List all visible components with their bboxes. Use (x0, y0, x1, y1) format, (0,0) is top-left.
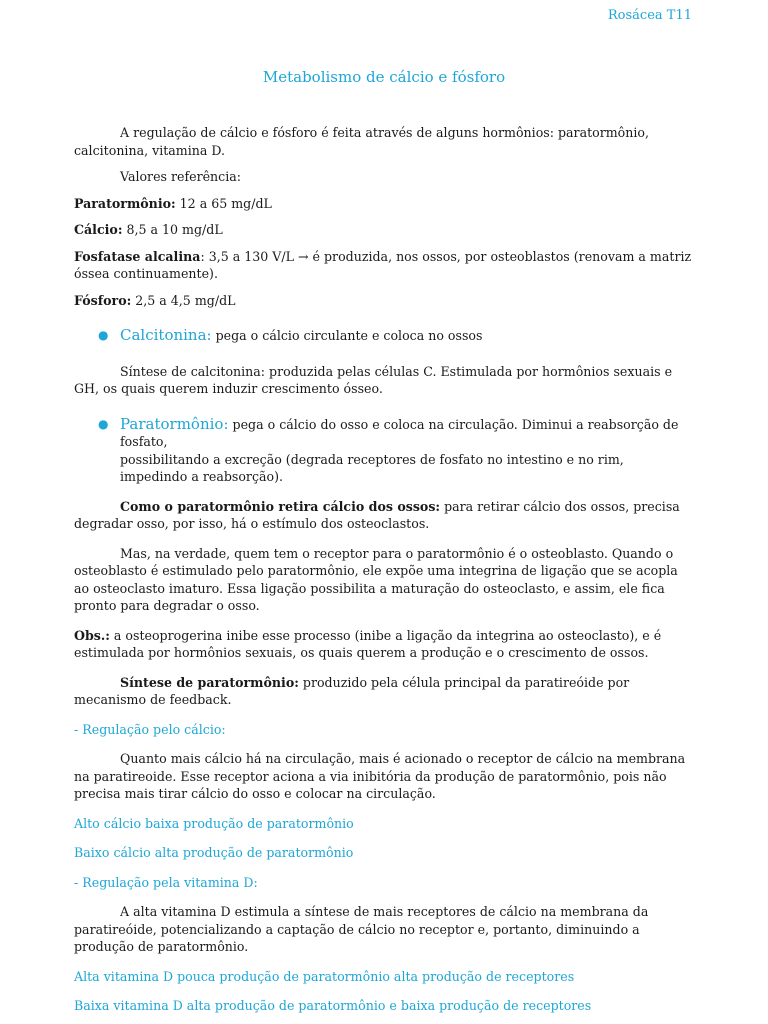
ref-fosfatase-value: : 3,5 a 130 V/L → é produzida, nos ossos, por osteoblastos (renovam a matriz óssea continuamente). (74, 248, 692, 281)
calcitonina-term: Calcitonina: (120, 326, 212, 344)
ref-calcio-label: Cálcio: (74, 222, 123, 237)
reg-calcio-line2: Baixo cálcio alta produção de paratormônio (74, 845, 354, 860)
reg-calcio-heading: - Regulação pelo cálcio: (74, 721, 226, 737)
ref-fosfatase (74, 248, 694, 283)
ref-fosforo (74, 292, 694, 310)
como-paragraph (74, 498, 694, 533)
sintese-pth-text: produzido pela célula principal da paratireóide por mecanismo de feedback. (74, 674, 630, 707)
ref-pth-value: 12 a 65 mg/dL (175, 195, 272, 211)
obs-paragraph (74, 627, 694, 662)
obs-label: Obs.: (74, 627, 110, 643)
sintese-pth-label: Síntese de paratormônio: (120, 674, 299, 690)
obs-text: a osteoprogerina inibe esse processo (inibe a ligação da integrina ao osteoclasto), e é estimulada por hormônios sexuais, os quais querem a produção e o crescimento de ossos. (74, 627, 662, 660)
como-text: para retirar cálcio dos ossos, precisa degradar osso, por isso, há o estímulo dos osteoclastos. (74, 498, 680, 531)
bullet-paratormonio (74, 416, 694, 486)
calcitonina-sintese: Síntese de calcitonina: produzida pelas células C. Estimulada por hormônios sexuais e GH, os quais querem induzir crescimento ósseo. (74, 363, 673, 396)
reg-vitd-text: A alta vitamina D estimula a síntese de mais receptores de cálcio na membrana da paratireóide, potencializando a captação de cálcio no receptor e, portanto, diminuindo a produção de paratormônio. (74, 904, 649, 954)
paratormonio-term: Paratormônio: (120, 414, 229, 433)
ref-calcio (74, 221, 694, 239)
mas-paragraph: Mas, na verdade, quem tem o receptor para o paratormônio é o osteoblasto. Quando o osteoblasto é estimulado pelo paratormônio, ele expõe uma integrina de ligação que se acopla ao osteoclasto imaturo. Essa ligação possibilita a maturação do osteoclasto, e assim, ele fica pronto para degradar o osso. (74, 545, 678, 613)
reg-vitd-line2: Baixa vitamina D alta produção de paratormônio e baixa produção de receptores (74, 998, 592, 1013)
ref-calcio-value: 8,5 a 10 mg/dL (122, 222, 223, 237)
calcitonina-desc: pega o cálcio circulante e coloca no ossos (211, 328, 483, 343)
reg-calcio-line1: Alto cálcio baixa produção de paratormônio (74, 815, 354, 831)
ref-fosforo-label: Fósforo: (74, 292, 132, 308)
paratormonio-desc-rest: possibilitando a excreção (degrada receptores de fosfato no intestino e no rim, impedindo a reabsorção). (120, 451, 624, 484)
document-body (74, 124, 694, 1015)
ref-pth-label: Paratormônio: (74, 195, 176, 211)
paratormonio-desc-first: pega o cálcio do osso e coloca na circulação. Diminui a reabsorção de fosfato, (120, 416, 679, 449)
bullet-dot-icon: ● (98, 416, 109, 431)
como-label: Como o paratormônio retira cálcio dos ossos: (120, 498, 441, 514)
ref-pth (74, 195, 694, 213)
ref-heading: Valores referência: (120, 169, 241, 184)
page-title: Metabolismo de cálcio e fósforo (262, 68, 506, 86)
reg-calcio-text: Quanto mais cálcio há na circulação, mais é acionado o receptor de cálcio na membrana na paratireoide. Esse receptor aciona a via inibitória da produção de paratormônio, pois não precisa mais tirar cálcio do osso e colocar na circulação. (74, 751, 686, 801)
ref-fosfatase-label: Fosfatase alcalina (74, 248, 201, 264)
sintese-pth-paragraph (74, 674, 694, 709)
reg-vitd-heading: - Regulação pela vitamina D: (74, 874, 258, 890)
reg-vitd-line1: Alta vitamina D pouca produção de paratormônio alta produção de receptores (74, 968, 575, 984)
intro-paragraph: A regulação de cálcio e fósforo é feita através de alguns hormônios: paratormônio, calcitonina, vitamina D. (74, 125, 649, 158)
header-label: Rosácea T11 (607, 8, 692, 23)
bullet-calcitonina (74, 327, 694, 345)
bullet-dot-icon: ● (98, 328, 109, 342)
ref-fosforo-value: 2,5 a 4,5 mg/dL (131, 292, 236, 308)
